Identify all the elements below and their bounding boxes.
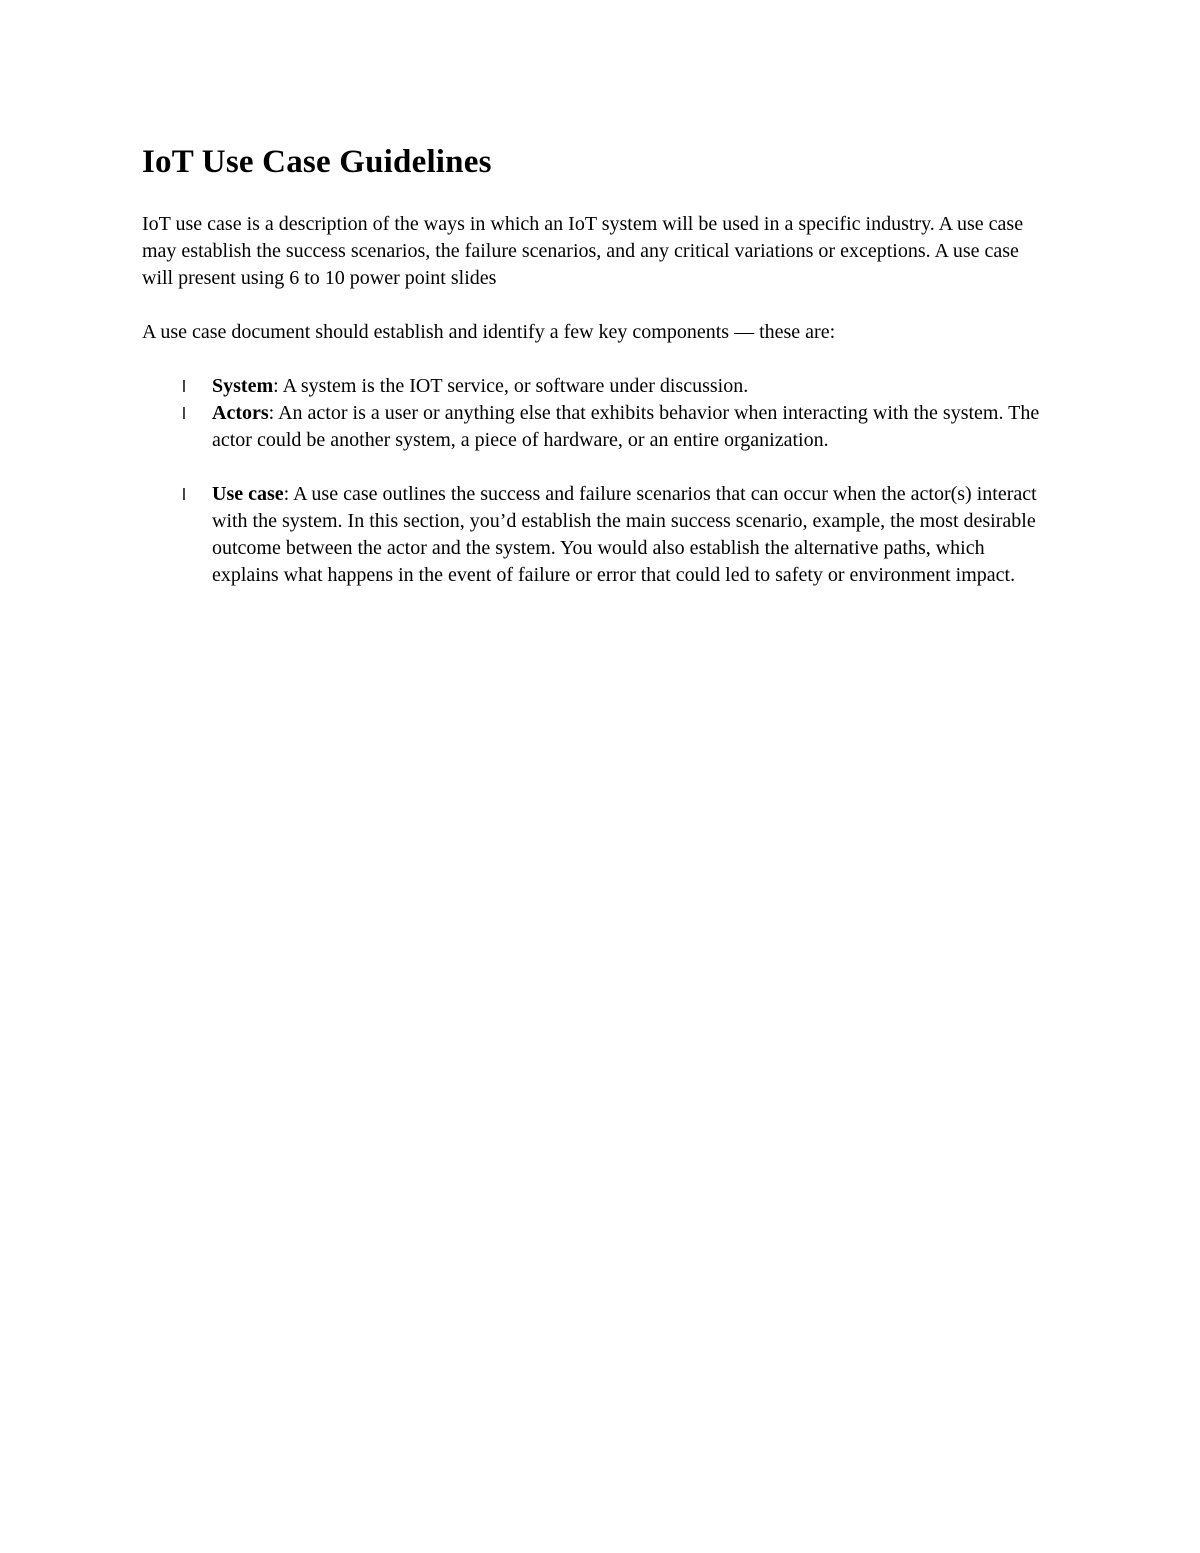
intro-paragraph: IoT use case is a description of the ways in which an IoT system will be used in a specific industry. A use case may establish the success scenarios, the failure scenarios, and any critical variations or exceptions. A use case will present using 6 to 10 power point slides <box>142 213 1024 289</box>
item-text: : A use case outlines the success and failure scenarios that can occur when the actor(s) interact with the system. In this section, you’d establish the main success scenario, example, the most desirable outcome between the actor and the system. You would also establish the alternative paths, which explains what happens in the event of failure or error that could led to safety or environment impact. <box>212 483 1037 586</box>
item-text: : An actor is a user or anything else that exhibits behavior when interacting with the system. The actor could be another system, a piece of hardware, or an entire organization. <box>212 402 1040 451</box>
list-item-use-case <box>142 481 1042 589</box>
item-text: : A system is the IOT service, or software under discussion. <box>273 375 749 397</box>
document-title: IoT Use Case Guidelines <box>142 144 492 180</box>
document-content <box>142 140 1042 589</box>
components-list <box>142 373 1042 589</box>
components-lead-paragraph: A use case document should establish and identify a few key components — these are: <box>142 321 836 343</box>
item-term: Use case <box>212 483 284 505</box>
item-term: System <box>212 375 274 397</box>
bullet-icon: l <box>181 404 187 423</box>
bullet-icon: l <box>181 485 187 504</box>
item-term: Actors <box>212 402 269 424</box>
list-item-actors <box>142 400 1042 454</box>
bullet-icon: l <box>181 377 187 396</box>
list-item-system <box>142 373 1042 400</box>
